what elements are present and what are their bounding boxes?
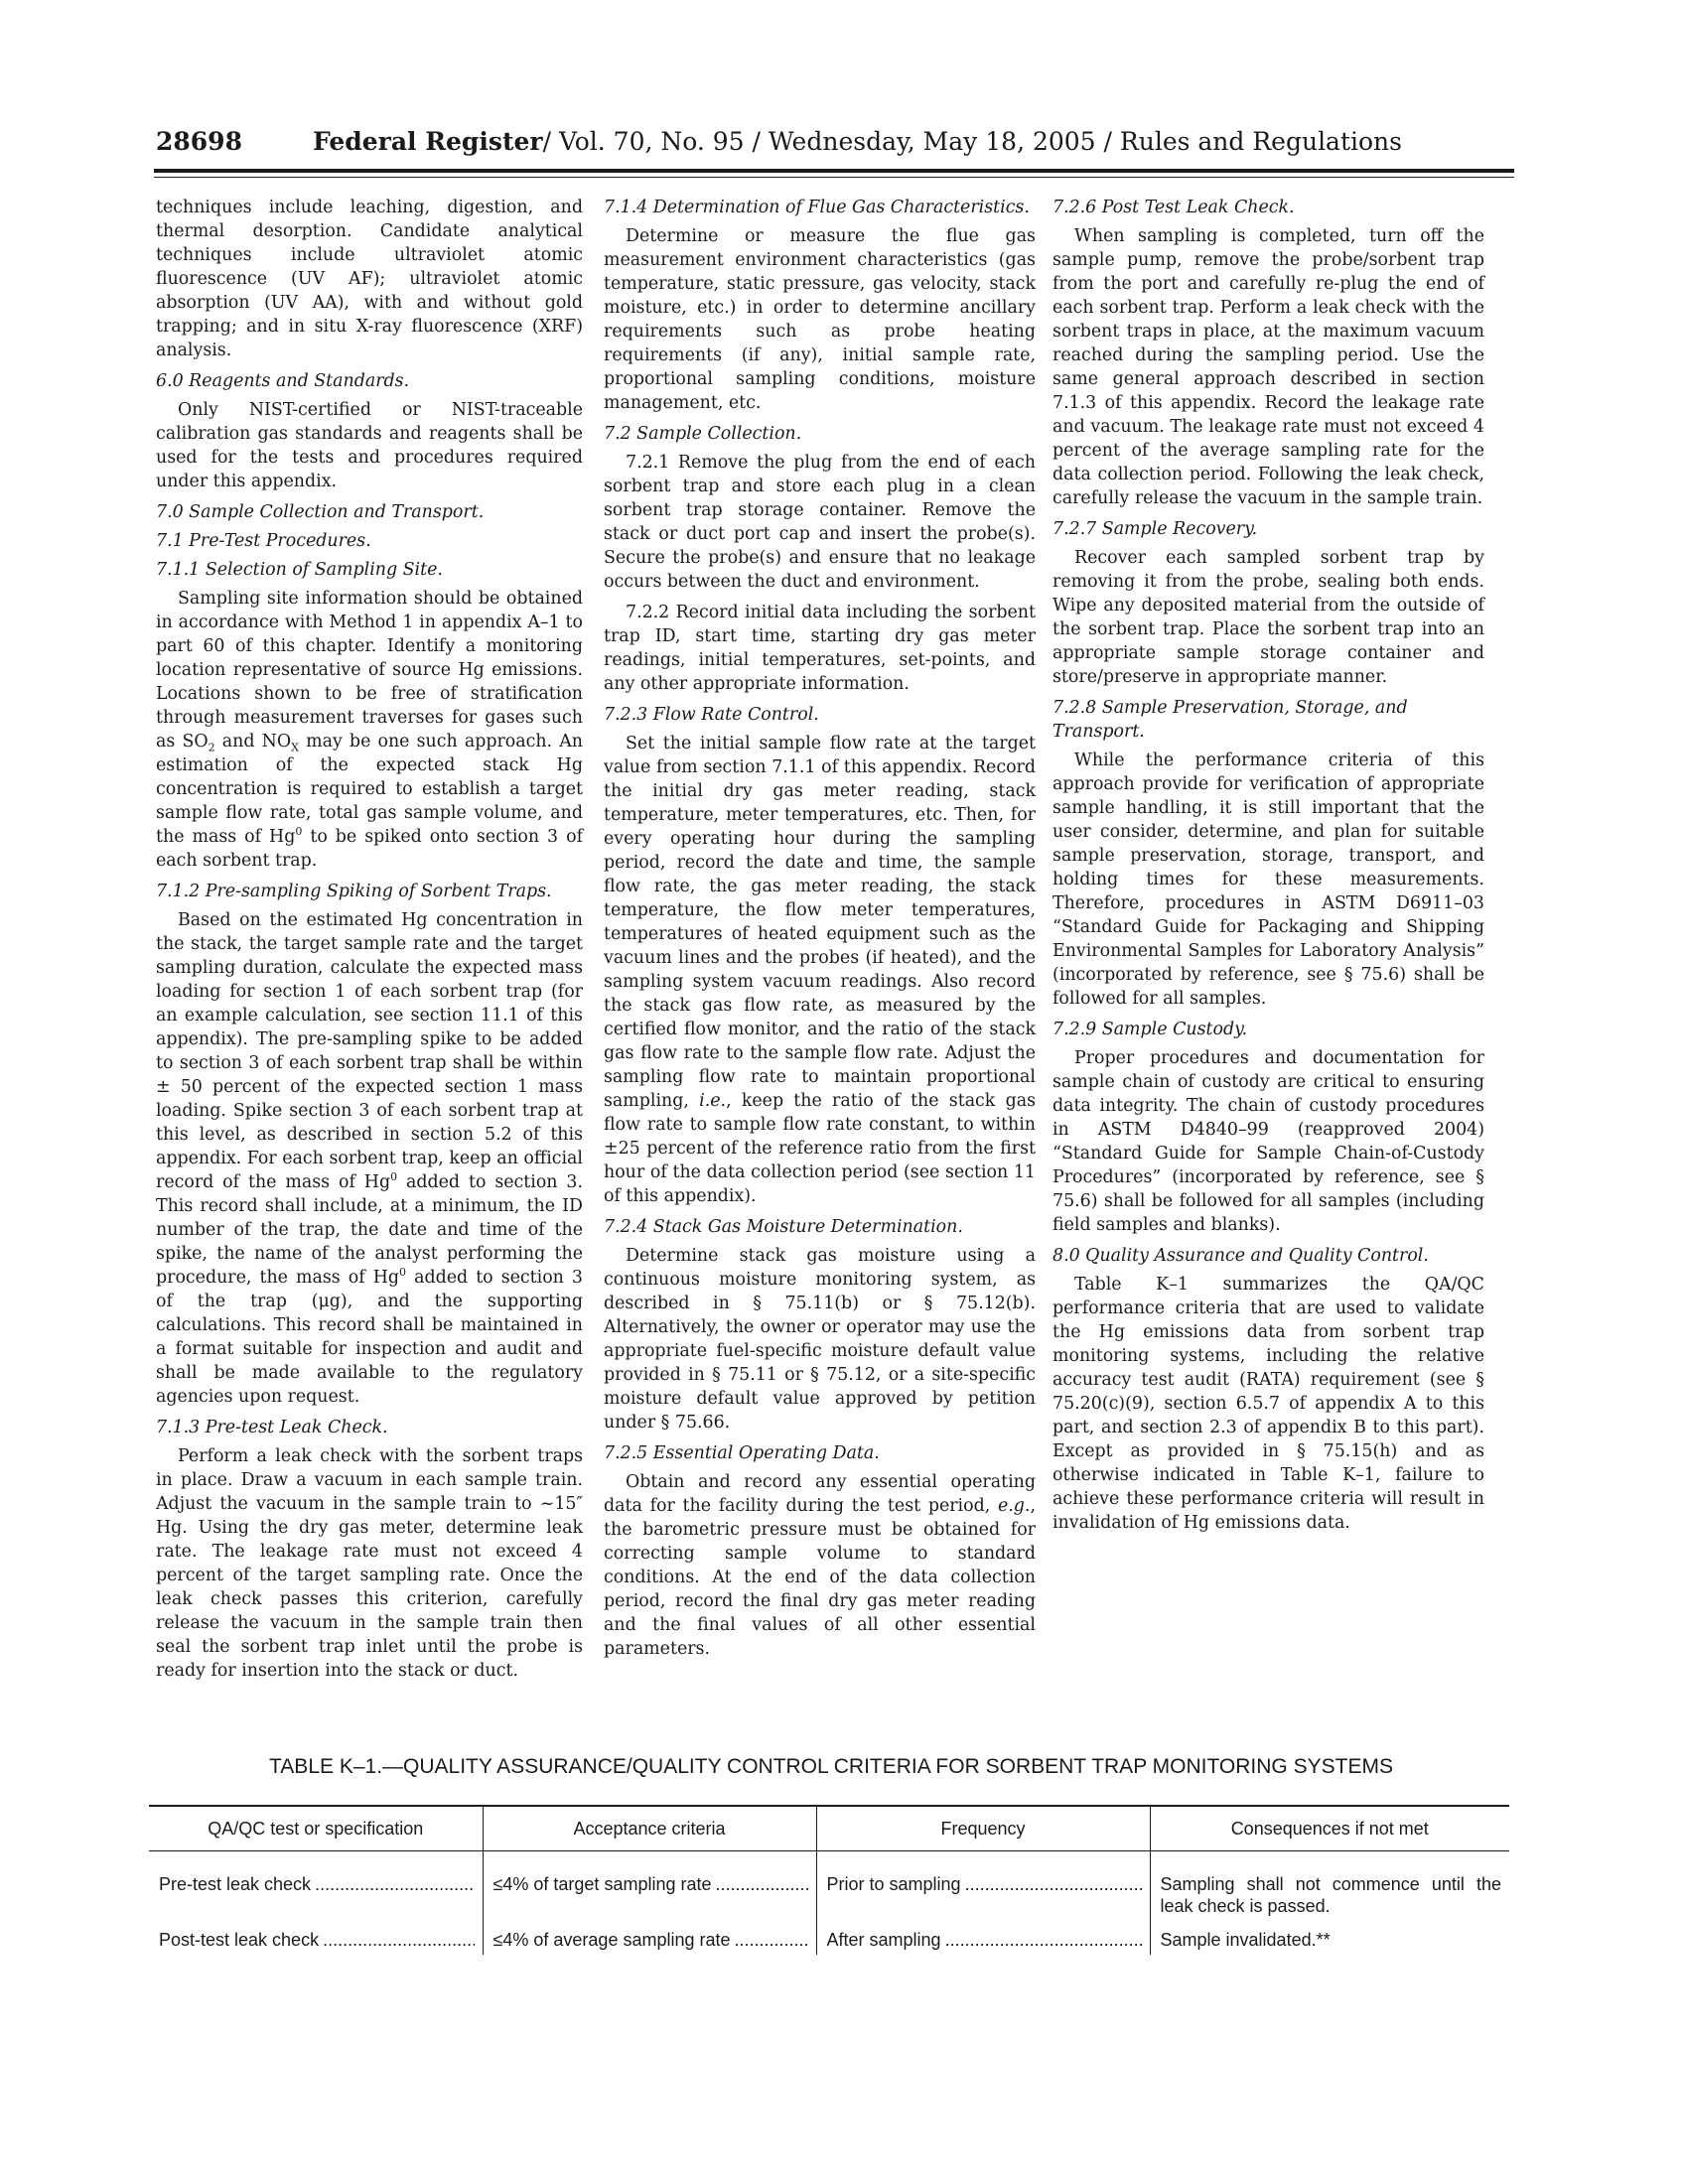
paragraph-7-2-9: Proper procedures and documentation for sample chain of custody are critical to ensuring data integrity. The chain of custody procedures in ASTM D4840–99 (reapproved 2004) “Standard Guide for Sample Chain-of-Custody Procedures” (incorporated by reference, see § 75.6) shall be followed for all samples (including field samples and blanks).: [1052, 1048, 1484, 1235]
qa-qc-table: [149, 1805, 1509, 1955]
table-cell: ≤4% of target sampling rate .....: [483, 1851, 816, 1922]
heading-7-1-3: 7.1.3 Pre-test Leak Check.: [156, 1418, 388, 1437]
heading-7-2: 7.2 Sample Collection.: [604, 424, 802, 444]
heading-8-0: 8.0 Quality Assurance and Quality Control.: [1052, 1246, 1429, 1266]
paragraph-6-0: Only NIST-certified or NIST-traceable calibration gas standards and reagents shall be used for the tests and procedures required under this appendix.: [156, 400, 583, 491]
paragraph-7-2-8: While the performance criteria of this approach provide for verification of appropriate sample handling, it is still important that the user consider, determine, and plan for suitable sample preservation, storage, transport, and holding times for these measurements. Therefore, procedures in ASTM D6911–03 “Standard Guide for Packaging and Shipping Environmental Samples for Laboratory Analysis” (incorporated by reference, see § 75.6) shall be followed for all samples.: [1052, 751, 1484, 1009]
heading-7-2-9: 7.2.9 Sample Custody.: [1052, 1020, 1248, 1039]
table-row: [149, 1921, 1509, 1955]
paragraph-7-2-1: 7.2.1 Remove the plug from the end of each sorbent trap and store each plug in a clean sorbent trap storage container. Remove the stack or duct port cap and insert the probe(s). Secure the probe(s) and ensure that no leakage occurs between the duct and environment.: [604, 453, 1036, 592]
paragraph-7-2-3: Set the initial sample flow rate at the target value from section 7.1.1 of this appendix. Record the initial dry gas meter reading, stack temperature, meter temperatures, etc. Then, for every operating hour during the sampling period, record the date and time, the sample flow rate, the gas meter reading, the stack temperature, the flow meter temperatures, temperatures of heated equipment such as the vacuum lines and the probes (if heated), and the sampling system vacuum readings. Also record the stack gas flow rate, as measured by the certified flow monitor, and the ratio of the stack gas flow rate to the sample flow rate. Adjust the sampling flow rate to maintain proportional sampling, i.e., keep the ratio of the stack gas flow rate to sample flow rate constant, to within ±25 percent of the reference ratio from the first hour of the data collection period (see section 11 of this appendix).: [604, 734, 1036, 1206]
running-title: [313, 127, 1402, 156]
table-title: TABLE K–1.—QUALITY ASSURANCE/QUALITY CONTROL CRITERIA FOR SORBENT TRAP MONITORING SYSTEMS: [269, 1755, 1393, 1778]
paragraph-7-2-4: Determine stack gas moisture using a continuous moisture monitoring system, as described in § 75.11(b) or § 75.12(b). Alternatively, the owner or operator may use the appropriate fuel-specific moisture default value provided in § 75.11 or § 75.12, or a site-specific moisture default value approved by petition under § 75.66.: [604, 1246, 1036, 1433]
heading-7-1-2: 7.1.2 Pre-sampling Spiking of Sorbent Traps.: [156, 882, 552, 901]
paragraph-7-1-3: Perform a leak check with the sorbent traps in place. Draw a vacuum in each sample train. Adjust the vacuum in the sample train to ~15″ Hg. Using the dry gas meter, determine leak rate. The leakage rate must not exceed 4 percent of the target sampling rate. Once the leak check passes this criterion, carefully release the vacuum in the sample train then seal the sorbent trap inlet until the probe is ready for insertion into the stack or duct.: [156, 1446, 583, 1681]
table-header-cell: Acceptance criteria: [483, 1806, 816, 1851]
page-number: 28698: [156, 127, 242, 156]
page-header: [154, 127, 1514, 167]
table-cell: Post-test leak check .....: [149, 1921, 483, 1955]
table-cell: Prior to sampling .....: [816, 1851, 1150, 1922]
heading-7-2-3: 7.2.3 Flow Rate Control.: [604, 705, 819, 725]
table-header-cell: QA/QC test or specification: [149, 1806, 483, 1851]
paragraph-7-1-4: Determine or measure the flue gas measurement environment characteristics (gas temperature, static pressure, gas velocity, stack moisture, etc.) in order to determine ancillary requirements such as probe heating requirements (if any), initial sample rate, proportional sampling conditions, moisture management, etc.: [604, 226, 1036, 413]
column-2: [604, 196, 1036, 1668]
heading-7-2-7: 7.2.7 Sample Recovery.: [1052, 519, 1258, 539]
heading-7-0: 7.0 Sample Collection and Transport.: [156, 502, 485, 522]
heading-7-1-1: 7.1.1 Selection of Sampling Site.: [156, 560, 443, 580]
column-1: [156, 196, 583, 1690]
heading-7-2-5: 7.2.5 Essential Operating Data.: [604, 1443, 880, 1463]
paragraph-8-0: Table K–1 summarizes the QA/QC performance criteria that are used to validate the Hg emissions data from sorbent trap monitoring systems, including the relative accuracy test audit (RATA) requirement (see § 75.20(c)(9), section 6.5.7 of appendix A to this part, and section 2.3 of appendix B to this part). Except as provided in § 75.15(h) and as otherwise indicated in Table K–1, failure to achieve these performance criteria will result in invalidation of Hg emissions data.: [1052, 1275, 1484, 1533]
paragraph-7-2-7: Recover each sampled sorbent trap by removing it from the probe, sealing both ends. Wipe any deposited material from the outside of the sorbent trap. Place the sorbent trap into an appropriate sample storage container and store/preserve in appropriate manner.: [1052, 548, 1484, 687]
paragraph-7-2-6: When sampling is completed, turn off the sample pump, remove the probe/sorbent trap from the port and carefully re-plug the end of each sorbent trap. Perform a leak check with the sorbent traps in place, at the maximum vacuum reached during the sampling period. Use the same general approach described in section 7.1.3 of this appendix. Record the leakage rate and vacuum. The leakage rate must not exceed 4 percent of the average sampling rate for the data collection period. Following the leak check, carefully release the vacuum in the sample train.: [1052, 226, 1484, 508]
paragraph-7-2-2: 7.2.2 Record initial data including the sorbent trap ID, start time, starting dry gas meter readings, initial temperatures, set-points, and any other appropriate information.: [604, 603, 1036, 694]
table-header-row: [149, 1806, 1509, 1851]
header-rule-thin: [154, 177, 1514, 178]
table-row: [149, 1851, 1509, 1922]
paragraph-continued: techniques include leaching, digestion, and thermal desorption. Candidate analytical techniques include ultraviolet atomic fluorescence (UV AF); ultraviolet atomic absorption (UV AA), with and without gold trapping; and in situ X-ray fluorescence (XRF) analysis.: [156, 198, 583, 360]
heading-7-2-6: 7.2.6 Post Test Leak Check.: [1052, 198, 1295, 217]
heading-7-2-8: 7.2.8 Sample Preservation, Storage, and Transport.: [1052, 698, 1408, 742]
table-cell: Sampling shall not commence until the leak check is passed.: [1150, 1851, 1509, 1922]
heading-7-1: 7.1 Pre-Test Procedures.: [156, 531, 371, 551]
heading-6-0: 6.0 Reagents and Standards.: [156, 371, 410, 391]
header-rule-thick: [154, 169, 1514, 173]
heading-7-2-4: 7.2.4 Stack Gas Moisture Determination.: [604, 1217, 963, 1237]
publication-name: Federal Register: [313, 127, 543, 156]
table-header-cell: Consequences if not met: [1150, 1806, 1509, 1851]
table-cell: Sample invalidated.**: [1150, 1921, 1509, 1955]
table-header-cell: Frequency: [816, 1806, 1150, 1851]
paragraph-7-1-1: Sampling site information should be obtained in accordance with Method 1 in appendix A–1 to part 60 of this chapter. Identify a monitoring location representative of source Hg emissions. Locations shown to be free of stratification through measurement traverses for gases such as $SO_2$ and $NO_X$ may be one such approach. An estimation of the expected stack Hg concentration is required to establish a target sample flow rate, total gas sample volume, and the mass of Hg$^0$ to be spiked onto section 3 of each sorbent trap.: [156, 589, 584, 871]
table-cell: After sampling .....: [816, 1921, 1150, 1955]
heading-7-1-4: 7.1.4 Determination of Flue Gas Characteristics.: [604, 198, 1030, 217]
table-cell: Pre-test leak check .....: [149, 1851, 483, 1922]
paragraph-7-2-5: Obtain and record any essential operating data for the facility during the test period, e.g., the barometric pressure must be obtained for correcting sample volume to standard conditions. At the end of the data collection period, record the final dry gas meter reading and the final values of all other essential parameters.: [604, 1472, 1036, 1659]
issue-info: / Vol. 70, No. 95 / Wednesday, May 18, 2005 / Rules and Regulations: [542, 127, 1402, 156]
column-3: [1052, 196, 1484, 1542]
paragraph-7-1-2: Based on the estimated Hg concentration in the stack, the target sample rate and the target sampling duration, calculate the expected mass loading for section 1 of each sorbent trap (for an example calculation, see section 11.1 of this appendix). The pre-sampling spike to be added to section 3 of each sorbent trap shall be within ± 50 percent of the expected section 1 mass loading. Spike section 3 of each sorbent trap at this level, as described in section 5.2 of this appendix. For each sorbent trap, keep an official record of the mass of Hg$^0$ added to section 3. This record shall include, at a minimum, the ID number of the trap, the date and time of the spike, the name of the analyst performing the procedure, the mass of Hg$^0$ added to section 3 of the trap (μg), and the supporting calculations. This record shall be maintained in a format suitable for inspection and audit and shall be made available to the regulatory agencies upon request.: [156, 910, 584, 1407]
table-cell: ≤4% of average sampling rate .....: [483, 1921, 816, 1955]
